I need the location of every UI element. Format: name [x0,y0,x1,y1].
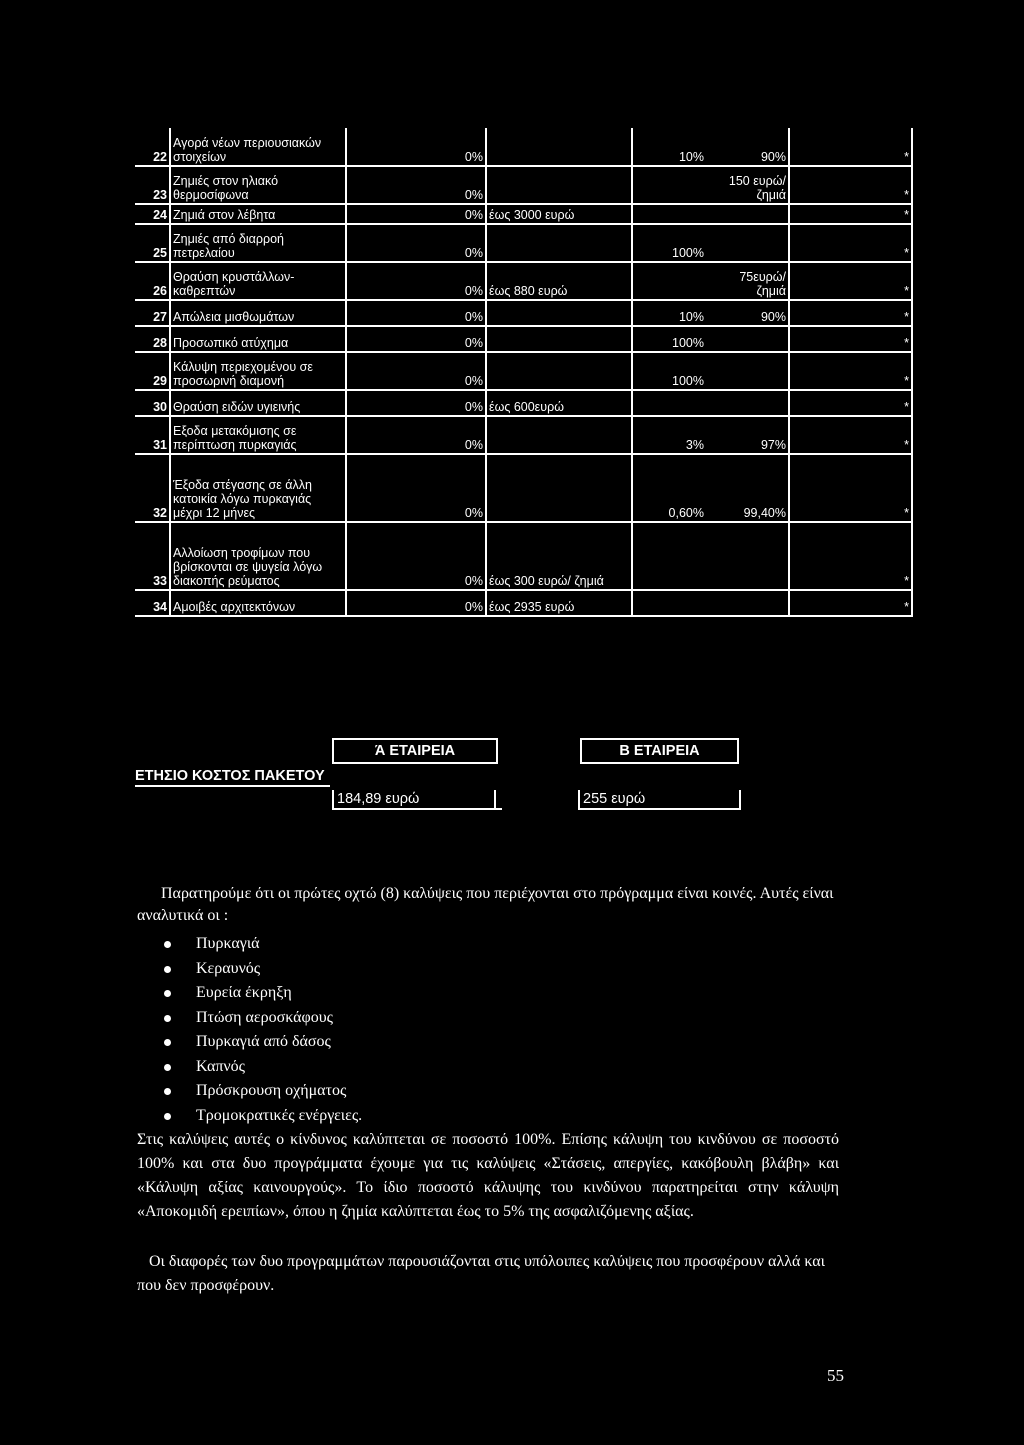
table-cell-c1: 0% [346,590,486,616]
table-cell-c5: * [789,416,912,454]
table-cell-c3 [632,204,706,224]
table-cell-desc: Απώλεια μισθωμάτων [170,300,346,326]
table-cell-num: 28 [135,326,170,352]
differences-paragraph: Οι διαφορές των δυο προγραμμάτων παρουσιάζονται στις υπόλοιπες καλύψεις που προσφέρουν αλλά και που δεν προσφέρουν. [137,1253,825,1294]
bullet-icon [164,966,171,973]
common-coverages-list [162,932,362,1128]
table-cell-c5: * [789,590,912,616]
list-item: Πτώση αεροσκάφους [162,1006,362,1031]
bullet-icon [164,1113,171,1120]
table-row [135,204,912,224]
list-item: Ευρεία έκρηξη [162,981,362,1006]
table-cell-c5: * [789,166,912,204]
list-item: Πυρκαγιά [162,932,362,957]
table-cell-num: 32 [135,454,170,522]
table-cell-c3: 3% [685,438,704,452]
table-cell-c1: 0% [346,454,486,522]
table-cell-c2: έως 2935 ευρώ [486,590,632,616]
table-cell-num: 30 [135,390,170,416]
table-cell-c5: * [789,262,912,300]
table-cell-desc: Αμοιβές αρχιτεκτόνων [170,590,346,616]
table-cell-c1: 0% [346,224,486,262]
table-cell-c1: 0% [346,300,486,326]
bullet-icon [164,941,171,948]
table-cell-c4: 99,40% [706,454,789,522]
table-cell-desc: Αγορά νέων περιουσιακών στοιχείων [170,128,346,166]
table-cell-c3 [632,522,706,590]
table-cell-desc: Έξοδα στέγασης σε άλλη κατοικία λόγω πυρκαγιάς μέχρι 12 μήνες [170,454,346,522]
company-a-cost: 184,89 ευρώ [332,790,502,810]
table-cell-c1: 0% [346,128,486,166]
table-row [135,454,912,522]
table-cell-c4 [706,522,789,590]
table-cell-c4 [706,352,789,390]
table-cell-c3 [632,390,706,416]
table-cell-c4 [706,224,789,262]
table-row [135,166,912,204]
table-cell-c3 [632,166,706,204]
table-cell-num: 26 [135,262,170,300]
table-cell-c3: 10% [678,310,704,324]
table-cell-num: 31 [135,416,170,454]
table-cell-c4 [706,590,789,616]
table-cell-c3: 100% [672,246,704,260]
table-cell-c1: 0% [346,522,486,590]
table-cell-c2 [486,128,632,166]
table-cell-c3 [632,262,706,300]
table-cell-desc: Θραύση κρυστάλλων- καθρεπτών [170,262,346,300]
bullet-icon [164,1064,171,1071]
table-cell-desc: Θραύση ειδών υγιεινής [170,390,346,416]
table-cell-c4: 97% [706,416,789,454]
table-cell-c2: έως 300 ευρώ/ ζημιά [486,522,632,590]
table-cell-desc: Ζημιές στον ηλιακό θερμοσίφωνα [170,166,346,204]
table-cell-c3 [632,590,706,616]
table-cell-c2 [486,352,632,390]
table-cell-desc: Ζημιές από διαρροή πετρελαίου [170,224,346,262]
list-item: Καπνός [162,1055,362,1080]
table-cell-num: 29 [135,352,170,390]
table-cell-desc: Κάλυψη περιεχομένου σε προσωρινή διαμονή [170,352,346,390]
table-cell-c3: 10% [678,150,704,164]
bullet-icon [164,990,171,997]
table-cell-c2: έως 880 ευρώ [486,262,632,300]
bullet-icon [164,1088,171,1095]
table-cell-desc: Ζημιά στον λέβητα [170,204,346,224]
table-cell-c5: * [789,352,912,390]
table-cell-c4 [706,204,789,224]
table-cell-c5: * [789,300,912,326]
table-cell-c2 [486,454,632,522]
divider [494,790,496,810]
table-cell-c2 [486,166,632,204]
table-row [135,224,912,262]
table-cell-c3: 100% [672,374,704,388]
table-cell-c2 [486,300,632,326]
company-b-header: Β ΕΤΑΙΡΕΙΑ [580,738,739,764]
table-cell-c2: έως 600ευρώ [486,390,632,416]
company-a-header: Ά ΕΤΑΙΡΕΙΑ [332,738,498,764]
table-cell-c5: * [789,204,912,224]
table-cell-num: 25 [135,224,170,262]
table-cell-c4: 150 ευρώ/ ζημιά [706,166,789,204]
table-cell-c3: 100% [672,336,704,350]
bullet-icon [164,1015,171,1022]
table-cell-num: 24 [135,204,170,224]
table-cell-c1: 0% [346,262,486,300]
table-cell-desc: Εξοδα μετακόμισης σε περίπτωση πυρκαγιάς [170,416,346,454]
list-item: Πρόσκρουση οχήματος [162,1079,362,1104]
table-row [135,326,912,352]
table-cell-c5: * [789,454,912,522]
table-row [135,352,912,390]
intro-paragraph: Παρατηρούμε ότι οι πρώτες οχτώ (8) καλύψεις που περιέχονται στο πρόγραμμα είναι κοινές. Αυτές είναι αναλυτικά οι : [137,885,834,924]
table-cell-c2 [486,326,632,352]
table-cell-c2 [486,224,632,262]
table-cell-c5: * [789,390,912,416]
table-row [135,128,912,166]
table-cell-c1: 0% [346,390,486,416]
table-cell-num: 23 [135,166,170,204]
table-row [135,522,912,590]
table-cell-c4 [706,390,789,416]
list-item: Κεραυνός [162,957,362,982]
table-cell-c5: * [789,224,912,262]
table-row [135,390,912,416]
table-cell-c4: 75ευρώ/ ζημιά [706,262,789,300]
table-cell-desc: Αλλοίωση τροφίμων που βρίσκονται σε ψυγεία λόγω διακοπής ρεύματος [170,522,346,590]
table-cell-c5: * [789,522,912,590]
table-cell-c2: έως 3000 ευρώ [486,204,632,224]
coverage-paragraph: Στις καλύψεις αυτές ο κίνδυνος καλύπτεται σε ποσοστό 100%. Επίσης κάλυψη του κινδύνου σε ποσοστό 100% και στα δυο προγράμματα έχουμε για τις καλύψεις «Στάσεις, απεργίες, κακόβουλη βλάβη» και «Κάλυψη αξίας καινουργούς». Το ίδιο ποσοστό κάλυψης του κινδύνου παρατηρείται στην κάλυψη «Αποκομιδή ερειπίων», όπου η ζημία καλύπτεται έως το 5% της ασφαλιζόμενης αξίας. [137,1131,839,1220]
table-cell-num: 33 [135,522,170,590]
table-row [135,416,912,454]
annual-cost-label: ΕΤΗΣΙΟ ΚΟΣΤΟΣ ΠΑΚΕΤΟΥ [135,768,330,787]
table-cell-c1: 0% [346,204,486,224]
table-cell-c5: * [789,326,912,352]
table-cell-c5: * [789,128,912,166]
table-cell-c1: 0% [346,326,486,352]
table-cell-c3: 0,60% [668,506,704,520]
table-cell-desc: Προσωπικό ατύχημα [170,326,346,352]
table-cell-c1: 0% [346,416,486,454]
table-cell-num: 27 [135,300,170,326]
page-number: 55 [827,1366,844,1385]
list-item: Τρομοκρατικές ενέργειες. [162,1104,362,1129]
table-cell-c2 [486,416,632,454]
table-cell-c1: 0% [346,166,486,204]
list-item: Πυρκαγιά από δάσος [162,1030,362,1055]
table-cell-c4: 90% [706,128,789,166]
table-row [135,300,912,326]
company-b-cost: 255 ευρώ [578,790,741,810]
coverage-table [135,128,913,617]
table-cell-num: 22 [135,128,170,166]
bullet-icon [164,1039,171,1046]
table-cell-c4 [706,326,789,352]
table-cell-num: 34 [135,590,170,616]
table-row [135,590,912,616]
table-cell-c1: 0% [346,352,486,390]
table-cell-c4: 90% [706,300,789,326]
table-row [135,262,912,300]
